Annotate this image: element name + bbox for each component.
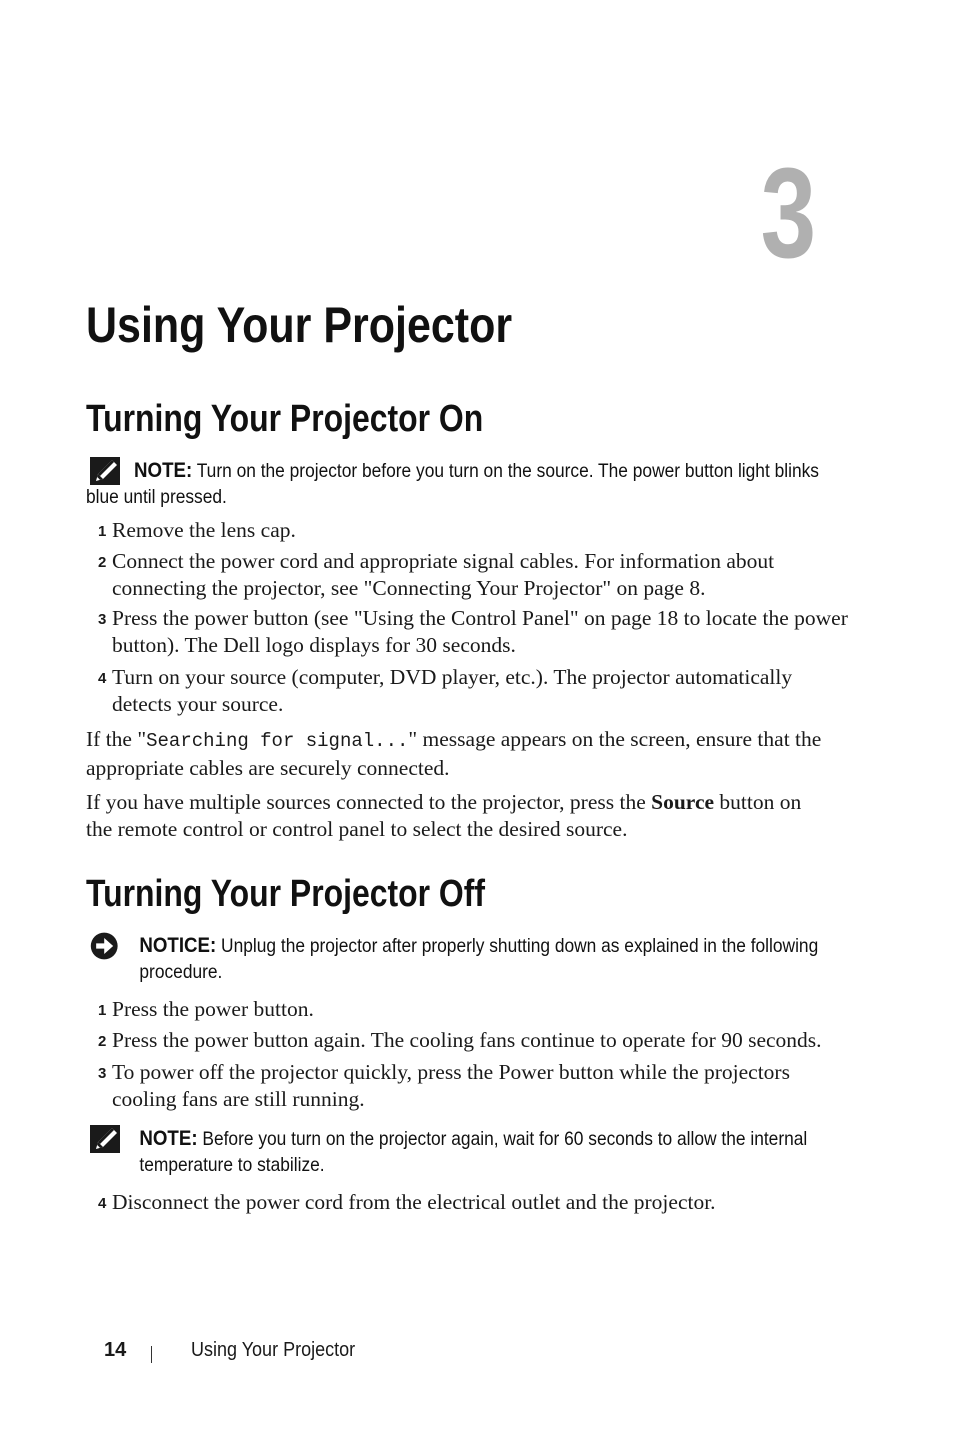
note-text: Turn on the projector before you turn on the source. The power button light blinks blue until pressed.	[86, 460, 819, 508]
code-text: Searching for signal...	[146, 730, 409, 752]
page-number: 14	[104, 1339, 127, 1361]
step-number: 1	[98, 523, 107, 540]
step-number: 1	[98, 1002, 107, 1019]
step-number: 4	[98, 670, 107, 687]
step-number: 4	[98, 1195, 107, 1212]
step-text: Press the power button again. The cooling fans continue to operate for 90 seconds.	[112, 1028, 822, 1052]
paragraph-text: If the "	[86, 727, 147, 751]
step-text: Disconnect the power cord from the electrical outlet and the projector.	[112, 1190, 716, 1214]
step-number: 2	[98, 1033, 107, 1050]
step-number: 2	[98, 554, 107, 571]
step-text: Press the power button.	[112, 997, 314, 1021]
note-callout-2	[86, 1126, 826, 1178]
notice-text: Unplug the projector after properly shutting down as explained in the following procedure.	[139, 935, 819, 983]
notice-label: NOTICE:	[139, 934, 217, 957]
paragraph-text: " message appears on the screen, ensure that the appropriate cables are securely connected.	[86, 727, 822, 780]
note-callout-1	[86, 458, 826, 510]
paragraph-source	[86, 789, 826, 842]
paragraph-signal	[86, 726, 826, 781]
chapter-number: 3	[760, 142, 816, 285]
note-label: NOTE:	[134, 459, 193, 482]
step-text: Remove the lens cap.	[112, 518, 296, 542]
step-text: Connect the power cord and appropriate signal cables. For information about connecting the projector, see "Connecting Your Projector" on page 8.	[112, 549, 775, 600]
step-text: Press the power button (see "Using the Control Panel" on page 18 to locate the power button). The Dell logo displays for 30 seconds.	[112, 606, 848, 657]
section-heading-on: Turning Your Projector On	[86, 398, 484, 440]
paragraph-text: button on the remote control or control panel to select the desired source.	[86, 790, 802, 841]
step-text: To power off the projector quickly, press the Power button while the projectors cooling fans are still running.	[112, 1060, 790, 1111]
note-text: Before you turn on the projector again, wait for 60 seconds to allow the internal temperature to stabilize.	[139, 1128, 808, 1176]
footer-divider	[151, 1346, 152, 1363]
section-heading-off: Turning Your Projector Off	[86, 873, 485, 915]
step-number: 3	[98, 611, 107, 628]
notice-callout	[86, 933, 826, 985]
step-text: Turn on your source (computer, DVD player, etc.). The projector automatically detects your source.	[112, 665, 793, 716]
step-number: 3	[98, 1065, 107, 1082]
note-label: NOTE:	[139, 1127, 198, 1150]
chapter-title: Using Your Projector	[86, 297, 513, 353]
paragraph-text: If you have multiple sources connected to the projector, press the	[86, 790, 652, 814]
footer-title: Using Your Projector	[191, 1339, 356, 1361]
source-button-name: Source	[651, 790, 715, 814]
